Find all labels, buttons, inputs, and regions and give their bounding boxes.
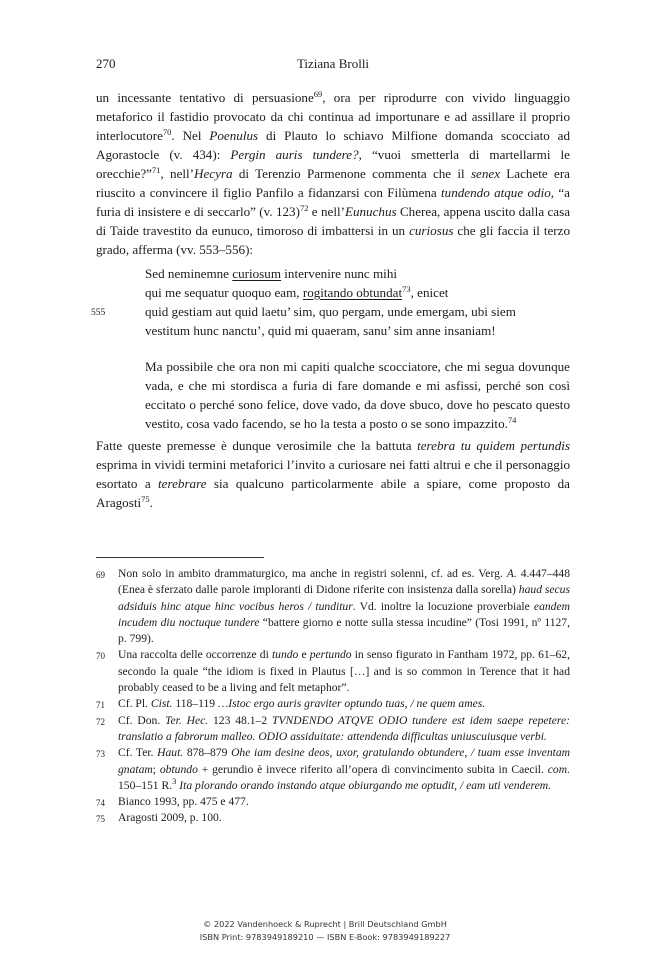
text-run: Aragosti 2009, p. 100. (118, 811, 222, 825)
text-run: quid gestiam aut quid laetu’ sim, quo pergam, unde emergam, ubi siem (145, 304, 516, 319)
text-run: , “a furia di insistere e di seccarlo” (v. 123) (96, 185, 570, 219)
footnote-text (118, 648, 570, 694)
text-run: ; (152, 762, 160, 776)
publisher-footer (0, 918, 650, 943)
text-run: Bianco 1993, pp. 475 e 477. (118, 795, 249, 809)
footnote-number: 75 (96, 814, 105, 825)
text-run: esprima in vividi termini metaforici l’invito a curiosare nei fatti altrui e che il personaggio esortato a (96, 457, 570, 491)
text-run: vestitum hunc nanctu’, quid mi quaeram, sanu’ sim anne insaniam! (145, 323, 496, 338)
footnote-number: 73 (96, 749, 105, 760)
main-text (96, 88, 570, 259)
verse-line-555 (91, 302, 575, 321)
text-run: e nell’ (308, 204, 345, 219)
italic-text: Hecyra (194, 166, 233, 181)
copyright-line: © 2022 Vandenhoeck & Ruprecht | Brill Deutschland GmbH (203, 919, 447, 929)
paragraph-conclusion (96, 436, 570, 512)
italic-text: Haut. (157, 746, 184, 760)
footnote-ref: 3 (172, 775, 177, 786)
footnote-text (118, 746, 570, 792)
text-run: in senso figurato in Fantham 1972, pp. 61–62, secondo la quale “the idiom is fixed in Plautus […] and is so common in Terence that it had probably ceased to be a living and felt metaphor”. (118, 648, 570, 695)
footnote-number: 72 (96, 716, 105, 727)
footnote-ref: 73 (402, 284, 411, 294)
italic-text: Poenulus (209, 128, 259, 143)
footnote-ref: 69 (313, 89, 323, 99)
footnote-ref: 75 (141, 494, 150, 504)
text-run: intervenire nunc mihi (281, 266, 398, 281)
italic-text: Pergin auris tundere? (230, 147, 359, 162)
footnote-text (118, 811, 222, 824)
text-run: + gerundio è invece riferito all’opera di convincimento subita in Caecil. (197, 762, 548, 776)
text-run: sia qualcuno particolarmente abile a spiare, come proposto da Aragosti (96, 476, 570, 510)
footnote-ref: 71 (151, 165, 161, 175)
text-run: Cf. Pl. (118, 697, 151, 711)
text-run: Cf. Don. (118, 713, 166, 727)
italic-text: TVNDENDO ATQVE ODIO tundere est idem saepe repetere: translatio a fabrorum malleo. ODIO assiduitate: attendenda difficultas uniuscuiusque verbi. (118, 713, 571, 743)
italic-text: terebrare (158, 476, 207, 491)
verse-line (145, 264, 575, 283)
italic-text: tundendo atque odio (441, 185, 551, 200)
footnote-number: 74 (96, 798, 105, 809)
isbn-line: ISBN Print: 9783949189210 — ISBN E-Book: 9783949189227 (199, 931, 451, 942)
footnote-text (118, 795, 249, 808)
running-head-author: Tiziana Brolli (296, 56, 370, 71)
footnote-separator (96, 557, 264, 558)
footnote-number: 70 (96, 651, 105, 662)
text-run: qui me sequatur quoquo eam, (145, 285, 303, 300)
text-run: , enicet (410, 285, 449, 300)
text-run: Cherea, appena uscito dalla casa di Taide travestito da eunuco, timoroso di imbattersi in un (96, 204, 571, 238)
text-run: 123 48.1–2 (208, 713, 272, 727)
footnote-73 (96, 745, 570, 794)
footnote-ref: 72 (299, 203, 309, 213)
italic-text: eandem incudem diu noctuque tundere (118, 599, 570, 629)
footnote-text (118, 697, 485, 710)
text-run: . Nel (171, 128, 210, 143)
footnote-74 (96, 794, 570, 810)
text-run: di Plauto lo schiavo Milfione domanda scocciato ad Agorastocle (v. 434): (96, 128, 571, 162)
paragraph-intro (96, 88, 570, 259)
footnotes (96, 566, 570, 827)
italic-text: A. (506, 567, 517, 580)
text-run: 150–151 R. (118, 778, 173, 792)
underlined-text: rogitando obtundat (302, 285, 403, 300)
italic-text: senex (470, 166, 501, 181)
page-number: 270 (96, 56, 116, 71)
text-run: , nell’ (160, 166, 195, 181)
footnote-69 (96, 566, 570, 647)
underlined-text: curiosum (232, 266, 282, 281)
italic-text: com. (547, 762, 570, 776)
running-header (96, 56, 570, 72)
footnote-75 (96, 810, 570, 826)
verse-translation (145, 357, 570, 433)
text-run: Ma possibile che ora non mi capiti qualche scocciatore, che mi segua dovunque vada, e che mi stordisca a furia di fare domande e mi asfissi, perché son così eccitato o perché sono felice, dove vado, da dove sbuco, dove ho pescato questo vestito, cosa vado facendo, se ho la testa a posto o se sono impazzito. (145, 359, 570, 431)
footnote-number: 71 (96, 700, 105, 711)
italic-text: …Istoc ergo auris graviter optundo tuas, / ne quem ames. (217, 697, 486, 711)
text-run: 878–879 (183, 746, 232, 760)
italic-text: Ita plorando orando instando atque obiurgando me optudit, / eam uti venderem. (179, 778, 551, 792)
footnote-text (118, 567, 570, 645)
text-run: , ora per riprodurre con vivido linguaggio metaforico il fastidio provocato da chi continua ad importunare e ad assillare il proprio interlocutore (96, 90, 570, 143)
text-run: 4.447–448 (Enea è sferzato dalle parole imploranti di Didone riferite con insistenza dalla sorella) (118, 567, 571, 597)
text-run: che gli faccia il terzo grado, afferma (vv. 553–556): (96, 223, 570, 257)
text-run: Fatte queste premesse è dunque verosimile che la battuta (96, 438, 418, 453)
text-run: Non solo in ambito drammaturgico, ma anche in registri solenni, cf. ad es. Verg. (118, 567, 507, 580)
text-run: di Terenzio Parmenone commenta che il (232, 166, 471, 181)
verse-line (145, 321, 575, 340)
italic-text: tundo (271, 648, 299, 662)
footnote-number: 69 (96, 570, 105, 580)
verse-quotation (91, 264, 575, 340)
footnote-text (118, 714, 570, 743)
italic-text: haud secus adsiduis hinc atque hinc vocibus heros / tunditur (118, 583, 570, 613)
italic-text: obtundo (159, 762, 198, 776)
text-run: un incessante tentativo di persuasione (96, 90, 314, 105)
italic-text: Eunuchus (344, 204, 397, 219)
italic-text: curiosus (409, 223, 454, 238)
footnote-ref: 74 (507, 415, 517, 425)
text-run: “battere giorno e notte sulla stessa incudine” (Tosi 1991, nº 1127, p. 799). (118, 615, 570, 646)
footnote-72 (96, 713, 570, 746)
text-run: Una raccolta delle occorrenze di (118, 648, 272, 662)
verse-line-text (145, 304, 516, 319)
text-run: 118–119 (172, 697, 218, 711)
text-run: . (149, 495, 153, 510)
text-run: . Vd. inoltre la locuzione proverbiale (352, 599, 534, 613)
italic-text: Ohe iam desine deos, uxor, gratulando obtundere, / tuam esse inventam gnatam (118, 746, 571, 776)
verse-line (145, 283, 575, 302)
italic-text: Cist. (150, 697, 173, 711)
text-run: Cf. Ter. (118, 746, 158, 760)
italic-text: pertundo (309, 648, 352, 662)
footnote-71 (96, 696, 570, 712)
italic-text: terebra tu quidem pertundis (417, 438, 570, 453)
footnote-70 (96, 647, 570, 696)
text-run: e (298, 648, 310, 662)
verse-line-number: 555 (91, 308, 106, 318)
text-run: Lachete era riuscito a convincere il figlio Panfilo a fidanzarsi con Filùmena (96, 166, 570, 200)
footnote-ref: 70 (162, 127, 172, 137)
text-run: , “vuoi smetterla di martellarmi le orecchie?” (96, 147, 570, 181)
italic-text: Ter. Hec. (165, 713, 209, 727)
text-run: Sed neminemne (145, 266, 233, 281)
